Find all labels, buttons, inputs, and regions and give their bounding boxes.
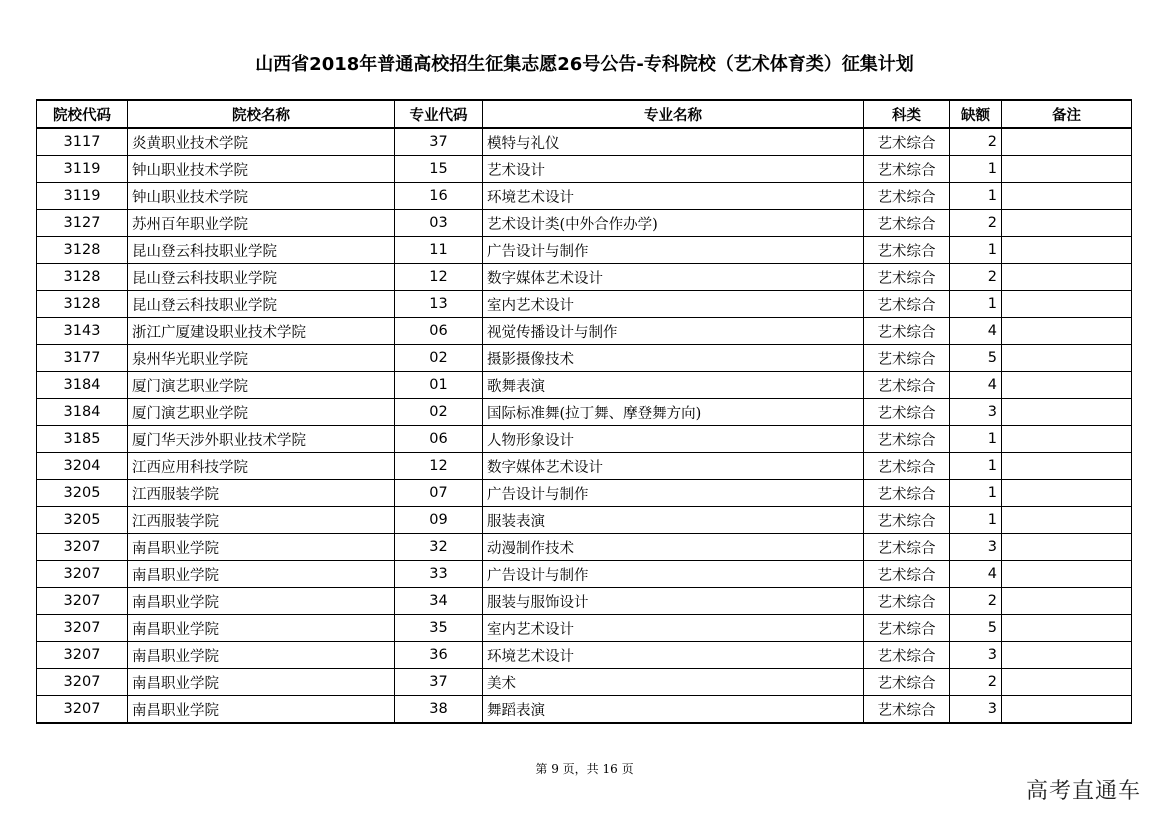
cell-category: 艺术综合 [864, 291, 950, 318]
cell-note [1002, 453, 1132, 480]
cell-school-code: 3207 [37, 669, 128, 696]
cell-category: 艺术综合 [864, 345, 950, 372]
table-body [37, 128, 1132, 723]
cell-school-code: 3128 [37, 264, 128, 291]
cell-major-name: 服装与服饰设计 [483, 588, 864, 615]
cell-quota: 1 [950, 291, 1002, 318]
cell-quota: 1 [950, 156, 1002, 183]
cell-school-code: 3204 [37, 453, 128, 480]
table-row [37, 588, 1132, 615]
cell-major-code: 12 [395, 453, 483, 480]
cell-major-name: 数字媒体艺术设计 [483, 264, 864, 291]
cell-major-code: 09 [395, 507, 483, 534]
cell-quota: 1 [950, 426, 1002, 453]
cell-major-name: 环境艺术设计 [483, 642, 864, 669]
cell-major-code: 34 [395, 588, 483, 615]
cell-school-name: 江西应用科技学院 [128, 453, 395, 480]
table-row [37, 561, 1132, 588]
cell-note [1002, 615, 1132, 642]
cell-school-code: 3205 [37, 507, 128, 534]
table-row [37, 615, 1132, 642]
cell-school-code: 3207 [37, 534, 128, 561]
cell-school-code: 3143 [37, 318, 128, 345]
watermark-logo: 高考直通车 [1025, 779, 1141, 804]
cell-major-name: 人物形象设计 [483, 426, 864, 453]
table-row [37, 507, 1132, 534]
cell-note [1002, 291, 1132, 318]
header-category: 科类 [864, 100, 950, 128]
cell-school-name: 南昌职业学院 [128, 642, 395, 669]
cell-school-code: 3127 [37, 210, 128, 237]
cell-quota: 3 [950, 399, 1002, 426]
cell-school-name: 南昌职业学院 [128, 696, 395, 724]
header-major-code: 专业代码 [395, 100, 483, 128]
cell-quota: 1 [950, 480, 1002, 507]
cell-school-name: 南昌职业学院 [128, 669, 395, 696]
header-school-name: 院校名称 [128, 100, 395, 128]
cell-quota: 3 [950, 534, 1002, 561]
cell-school-name: 钟山职业技术学院 [128, 156, 395, 183]
cell-note [1002, 642, 1132, 669]
table-row [37, 128, 1132, 156]
cell-major-name: 摄影摄像技术 [483, 345, 864, 372]
cell-category: 艺术综合 [864, 264, 950, 291]
cell-note [1002, 588, 1132, 615]
table-row [37, 642, 1132, 669]
cell-quota: 5 [950, 345, 1002, 372]
header-major-name: 专业名称 [483, 100, 864, 128]
cell-major-name: 室内艺术设计 [483, 615, 864, 642]
cell-note [1002, 183, 1132, 210]
cell-category: 艺术综合 [864, 128, 950, 156]
cell-school-name: 江西服装学院 [128, 507, 395, 534]
cell-school-code: 3119 [37, 156, 128, 183]
cell-category: 艺术综合 [864, 696, 950, 724]
cell-major-code: 12 [395, 264, 483, 291]
cell-major-code: 32 [395, 534, 483, 561]
cell-school-name: 浙江广厦建设职业技术学院 [128, 318, 395, 345]
cell-school-name: 苏州百年职业学院 [128, 210, 395, 237]
cell-major-name: 艺术设计 [483, 156, 864, 183]
cell-school-code: 3119 [37, 183, 128, 210]
cell-category: 艺术综合 [864, 669, 950, 696]
cell-school-code: 3207 [37, 696, 128, 724]
cell-note [1002, 264, 1132, 291]
cell-school-name: 厦门华天涉外职业技术学院 [128, 426, 395, 453]
cell-school-code: 3207 [37, 561, 128, 588]
table-row [37, 318, 1132, 345]
cell-note [1002, 372, 1132, 399]
header-school-code: 院校代码 [37, 100, 128, 128]
table-header-row [37, 100, 1132, 128]
table-row [37, 426, 1132, 453]
cell-major-code: 37 [395, 128, 483, 156]
table-row [37, 210, 1132, 237]
cell-category: 艺术综合 [864, 372, 950, 399]
cell-category: 艺术综合 [864, 480, 950, 507]
cell-category: 艺术综合 [864, 210, 950, 237]
cell-school-code: 3177 [37, 345, 128, 372]
cell-major-name: 模特与礼仪 [483, 128, 864, 156]
cell-category: 艺术综合 [864, 588, 950, 615]
cell-school-name: 炎黄职业技术学院 [128, 128, 395, 156]
cell-category: 艺术综合 [864, 615, 950, 642]
cell-note [1002, 480, 1132, 507]
cell-major-code: 06 [395, 318, 483, 345]
cell-category: 艺术综合 [864, 507, 950, 534]
cell-school-code: 3117 [37, 128, 128, 156]
cell-major-name: 广告设计与制作 [483, 237, 864, 264]
cell-major-name: 歌舞表演 [483, 372, 864, 399]
cell-school-code: 3207 [37, 615, 128, 642]
cell-major-name: 美术 [483, 669, 864, 696]
cell-school-name: 南昌职业学院 [128, 615, 395, 642]
cell-major-code: 07 [395, 480, 483, 507]
cell-major-name: 艺术设计类(中外合作办学) [483, 210, 864, 237]
cell-quota: 3 [950, 696, 1002, 724]
table-row [37, 480, 1132, 507]
table-row [37, 372, 1132, 399]
cell-major-name: 舞蹈表演 [483, 696, 864, 724]
cell-note [1002, 128, 1132, 156]
cell-category: 艺术综合 [864, 453, 950, 480]
header-quota: 缺额 [950, 100, 1002, 128]
cell-major-code: 01 [395, 372, 483, 399]
cell-major-code: 03 [395, 210, 483, 237]
cell-note [1002, 534, 1132, 561]
cell-major-code: 13 [395, 291, 483, 318]
cell-school-name: 厦门演艺职业学院 [128, 372, 395, 399]
cell-major-code: 15 [395, 156, 483, 183]
cell-school-name: 厦门演艺职业学院 [128, 399, 395, 426]
cell-school-code: 3128 [37, 291, 128, 318]
cell-category: 艺术综合 [864, 534, 950, 561]
cell-quota: 1 [950, 237, 1002, 264]
cell-major-code: 33 [395, 561, 483, 588]
cell-major-code: 06 [395, 426, 483, 453]
cell-school-code: 3184 [37, 372, 128, 399]
cell-school-code: 3207 [37, 588, 128, 615]
cell-note [1002, 237, 1132, 264]
table-row [37, 669, 1132, 696]
cell-school-name: 昆山登云科技职业学院 [128, 237, 395, 264]
cell-quota: 2 [950, 669, 1002, 696]
cell-quota: 2 [950, 210, 1002, 237]
cell-major-name: 服装表演 [483, 507, 864, 534]
table-row [37, 156, 1132, 183]
cell-school-name: 昆山登云科技职业学院 [128, 264, 395, 291]
cell-school-code: 3184 [37, 399, 128, 426]
cell-quota: 1 [950, 453, 1002, 480]
cell-note [1002, 156, 1132, 183]
cell-quota: 3 [950, 642, 1002, 669]
cell-category: 艺术综合 [864, 399, 950, 426]
page-footer: 第 9 页，共 16 页 [535, 762, 634, 776]
cell-major-name: 视觉传播设计与制作 [483, 318, 864, 345]
cell-major-code: 38 [395, 696, 483, 724]
table-row [37, 237, 1132, 264]
cell-school-name: 南昌职业学院 [128, 534, 395, 561]
cell-note [1002, 318, 1132, 345]
cell-school-code: 3185 [37, 426, 128, 453]
cell-school-name: 江西服装学院 [128, 480, 395, 507]
cell-school-name: 钟山职业技术学院 [128, 183, 395, 210]
cell-quota: 1 [950, 507, 1002, 534]
cell-major-name: 广告设计与制作 [483, 480, 864, 507]
table-row [37, 345, 1132, 372]
cell-note [1002, 210, 1132, 237]
cell-quota: 2 [950, 264, 1002, 291]
cell-category: 艺术综合 [864, 183, 950, 210]
cell-quota: 2 [950, 588, 1002, 615]
cell-major-name: 环境艺术设计 [483, 183, 864, 210]
cell-major-code: 02 [395, 399, 483, 426]
cell-quota: 2 [950, 128, 1002, 156]
table-row [37, 264, 1132, 291]
cell-school-code: 3205 [37, 480, 128, 507]
cell-note [1002, 345, 1132, 372]
cell-category: 艺术综合 [864, 561, 950, 588]
table-row [37, 291, 1132, 318]
cell-category: 艺术综合 [864, 156, 950, 183]
cell-note [1002, 426, 1132, 453]
cell-school-code: 3207 [37, 642, 128, 669]
cell-category: 艺术综合 [864, 237, 950, 264]
cell-major-code: 11 [395, 237, 483, 264]
cell-major-code: 16 [395, 183, 483, 210]
cell-major-name: 数字媒体艺术设计 [483, 453, 864, 480]
cell-school-name: 南昌职业学院 [128, 561, 395, 588]
table-row [37, 183, 1132, 210]
table-row [37, 534, 1132, 561]
cell-category: 艺术综合 [864, 642, 950, 669]
cell-note [1002, 696, 1132, 724]
cell-quota: 4 [950, 561, 1002, 588]
cell-category: 艺术综合 [864, 318, 950, 345]
table-row [37, 453, 1132, 480]
cell-major-code: 37 [395, 669, 483, 696]
cell-school-name: 泉州华光职业学院 [128, 345, 395, 372]
cell-major-code: 35 [395, 615, 483, 642]
enrollment-plan-table [36, 99, 1132, 724]
cell-quota: 4 [950, 372, 1002, 399]
table-row [37, 399, 1132, 426]
table-row [37, 696, 1132, 724]
cell-major-name: 室内艺术设计 [483, 291, 864, 318]
cell-note [1002, 399, 1132, 426]
cell-quota: 4 [950, 318, 1002, 345]
header-note: 备注 [1002, 100, 1132, 128]
cell-note [1002, 669, 1132, 696]
cell-school-name: 昆山登云科技职业学院 [128, 291, 395, 318]
cell-major-name: 动漫制作技术 [483, 534, 864, 561]
cell-note [1002, 561, 1132, 588]
cell-category: 艺术综合 [864, 426, 950, 453]
cell-quota: 1 [950, 183, 1002, 210]
cell-major-name: 国际标准舞(拉丁舞、摩登舞方向) [483, 399, 864, 426]
cell-school-code: 3128 [37, 237, 128, 264]
cell-major-name: 广告设计与制作 [483, 561, 864, 588]
cell-note [1002, 507, 1132, 534]
cell-major-code: 02 [395, 345, 483, 372]
cell-major-code: 36 [395, 642, 483, 669]
cell-quota: 5 [950, 615, 1002, 642]
document-title: 山西省2018年普通高校招生征集志愿26号公告-专科院校（艺术体育类）征集计划 [255, 54, 914, 75]
cell-school-name: 南昌职业学院 [128, 588, 395, 615]
